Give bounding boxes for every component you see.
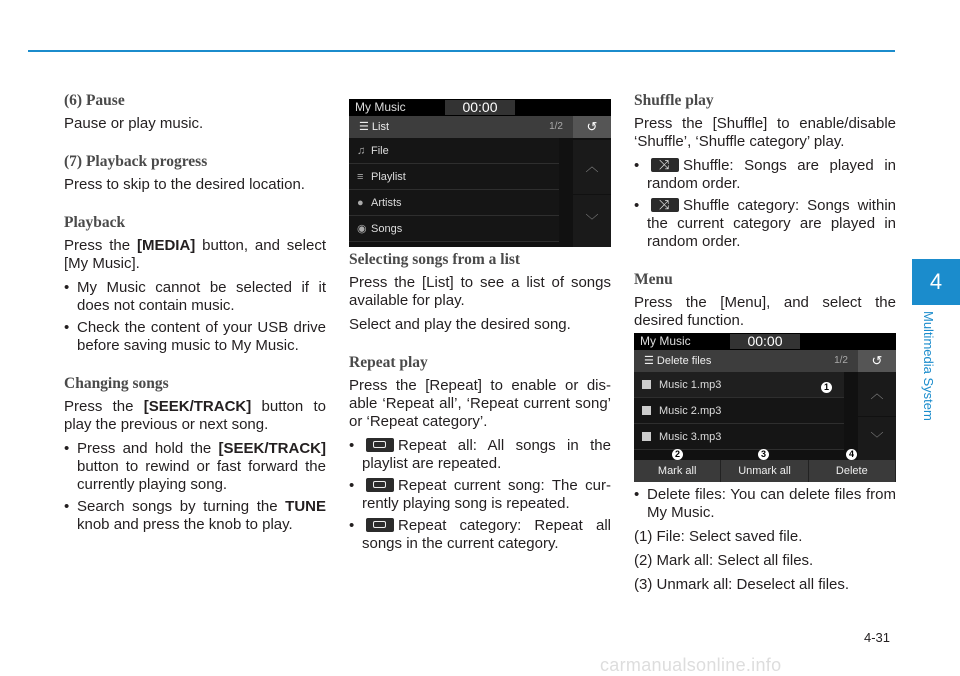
changing-heading: Changing songs <box>64 375 169 392</box>
column-1 <box>64 92 326 540</box>
menu-heading: Menu <box>634 271 673 288</box>
delete-bar <box>634 350 896 372</box>
delete-screen <box>634 333 896 482</box>
action-bar <box>634 460 896 482</box>
checkbox-icon <box>642 432 651 441</box>
callout-marker: 2 <box>672 449 683 460</box>
playback-text: Press the [MEDIA] button, and select [My Music]. <box>64 237 326 272</box>
selecting-heading: Selecting songs from a list <box>349 251 521 268</box>
chevron-up-icon: ︿ <box>585 159 599 174</box>
callout-marker: 1 <box>821 382 832 393</box>
file-row[interactable]: Music 2.mp3 <box>634 398 844 424</box>
delete-button[interactable]: Delete <box>809 460 896 482</box>
list-item-playlist[interactable]: ≡ Playlist <box>349 164 559 190</box>
changing-text: Press the [SEEK/TRACK] button to play the previous or next song. <box>64 398 326 433</box>
back-button[interactable] <box>858 350 896 372</box>
shuffle-category-icon <box>651 198 679 212</box>
repeat-one-icon <box>366 478 394 492</box>
list-icon: ☰ <box>644 355 657 367</box>
chevron-up-icon: ︿ <box>870 386 884 401</box>
callout-marker: 3 <box>758 449 769 460</box>
scroll-down-button[interactable] <box>858 417 896 460</box>
list-item: • Search songs by turning the TUNE knob and press the knob to play. <box>64 498 326 534</box>
selecting-text-1: Press the [List] to see a list of songs available for play. <box>349 274 611 309</box>
menu-item-3: (3) Unmark all: Deselect all files. <box>634 576 850 593</box>
back-icon: ↺ <box>871 353 883 368</box>
unmark-all-button[interactable]: Unmark all <box>721 460 808 482</box>
person-icon: ● <box>357 197 364 209</box>
list-bar <box>349 116 611 138</box>
chevron-down-icon: ﹀ <box>585 213 599 228</box>
checkbox-icon <box>642 406 651 415</box>
repeat-list <box>349 437 611 553</box>
playback-list <box>64 279 326 355</box>
menu-text: Press the [Menu], and select the desired function. <box>634 294 896 329</box>
pause-heading: (6) Pause <box>64 92 125 109</box>
callout-marker: 4 <box>846 449 857 460</box>
delete-bar-label: Delete files <box>656 355 712 367</box>
menu-item-1: (1) File: Select saved file. <box>634 528 803 545</box>
scroll-up-button[interactable] <box>573 140 611 194</box>
page-number: 4-31 <box>864 630 891 645</box>
list-bar-label: List <box>371 121 390 133</box>
pause-text: Pause or play music. <box>64 115 204 132</box>
column-3 <box>634 92 896 336</box>
list-item: ⤨• Shuffle: Songs are played in random order. <box>634 157 896 193</box>
repeat-category-icon <box>366 518 394 532</box>
list-item: • Repeat all: All songs in the playlist are repeated. <box>349 437 611 473</box>
back-icon: ↺ <box>586 119 598 134</box>
screen-time: 00:00 <box>445 100 515 115</box>
progress-text: Press to skip to the desired location. <box>64 176 305 193</box>
checkbox-icon <box>642 380 651 389</box>
list-item: • Delete files: You can delete files from My Music. <box>634 486 896 522</box>
chapter-tab: 4 <box>912 259 960 305</box>
list-item: • Check the content of your USB drive before saving music to My Music. <box>64 319 326 355</box>
list-item: • Press and hold the [SEEK/TRACK] button to rewind or fast forward the currently playing song. <box>64 440 326 494</box>
page-indicator: 1/2 <box>834 355 848 366</box>
playlist-icon: ≡ <box>357 171 364 183</box>
watermark: carmanualsonline.info <box>600 655 782 675</box>
repeat-heading: Repeat play <box>349 354 428 371</box>
list-item-artists[interactable]: ● Artists <box>349 190 559 216</box>
chapter-label: Multimedia System <box>921 311 936 421</box>
list-item: • Repeat current song: The cur-rently playing song is repeated. <box>349 477 611 513</box>
list-item: ⤨• Shuffle category: Songs within the current category are played in random order. <box>634 197 896 251</box>
selecting-text-2: Select and play the desired song. <box>349 316 571 333</box>
playback-heading: Playback <box>64 214 126 231</box>
music-note-icon: ♫ <box>357 145 366 157</box>
file-row[interactable]: Music 1.mp3 <box>634 372 844 398</box>
menu-list <box>634 486 896 522</box>
shuffle-list <box>634 157 896 251</box>
column-3-continued <box>634 486 896 600</box>
list-item-songs[interactable]: ◉ Songs <box>349 216 559 242</box>
list-item: • My Music cannot be selected if it does not contain music. <box>64 279 326 315</box>
chevron-down-icon: ﹀ <box>870 431 884 446</box>
page-indicator: 1/2 <box>549 121 563 132</box>
file-row[interactable]: Music 3.mp3 <box>634 424 844 450</box>
scroll-down-button[interactable] <box>573 195 611 247</box>
list-item: • Repeat category: Repeat all songs in the current category. <box>349 517 611 553</box>
screen-title: My Music <box>355 100 406 114</box>
back-button[interactable] <box>573 116 611 138</box>
top-rule <box>28 50 895 52</box>
progress-heading: (7) Playback progress <box>64 153 208 170</box>
repeat-text: Press the [Repeat] to enable or dis-able ‘Repeat all’, ‘Repeat current song’ or ‘Repeat category’. <box>349 377 611 430</box>
shuffle-text: Press the [Shuffle] to enable/disable ‘Shuffle’, ‘Shuffle category’ play. <box>634 115 896 150</box>
list-icon: ☰ <box>359 121 372 133</box>
column-2 <box>349 251 611 559</box>
search-icon: ◉ <box>357 223 367 235</box>
shuffle-icon <box>651 158 679 172</box>
screen-title: My Music <box>640 334 691 348</box>
menu-item-2: (2) Mark all: Select all files. <box>634 552 814 569</box>
repeat-all-icon <box>366 438 394 452</box>
list-item-file[interactable]: ♫ File <box>349 138 559 164</box>
screen-time: 00:00 <box>730 334 800 349</box>
list-screen <box>349 99 611 247</box>
changing-list <box>64 440 326 534</box>
screen-header <box>349 99 611 116</box>
screen-header <box>634 333 896 350</box>
mark-all-button[interactable]: Mark all <box>634 460 721 482</box>
shuffle-heading: Shuffle play <box>634 92 714 109</box>
scroll-up-button[interactable] <box>858 372 896 416</box>
